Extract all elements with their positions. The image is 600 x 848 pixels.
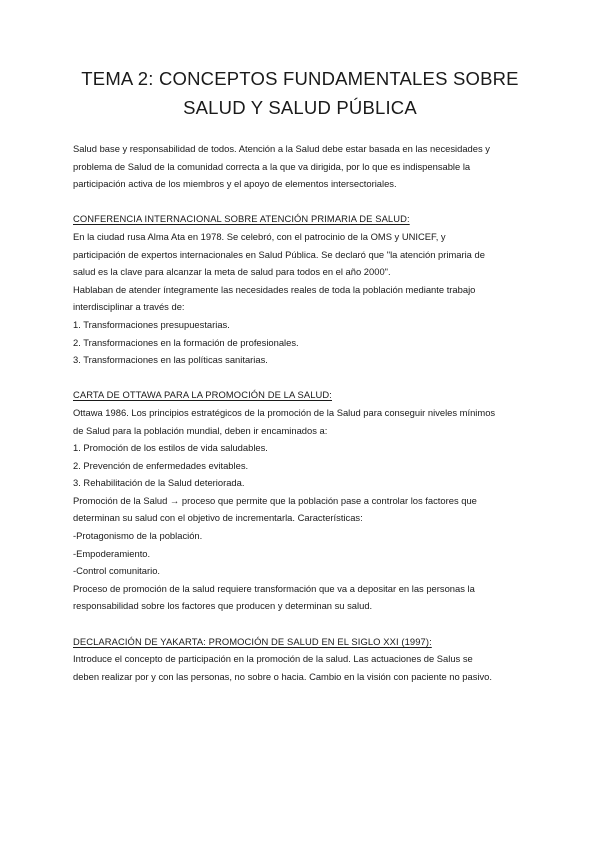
list-item: 1. Transformaciones presupuestarias. — [73, 318, 230, 330]
section-yakarta — [73, 633, 529, 686]
text-line: Proceso de promoción de la salud requiere transformación que va a depositar en las personas la — [73, 582, 475, 594]
text-line: responsabilidad sobre los factores que producen y determinan su salud. — [73, 600, 373, 612]
text-line: salud es la clave para alcanzar la meta de salud para todos en el año 2000". — [73, 266, 391, 278]
text-line: participación activa de los miembros y el apoyo de elementos intersectoriales. — [73, 178, 397, 190]
section-heading: DECLARACIÓN DE YAKARTA: PROMOCIÓN DE SALUD EN EL SIGLO XXI (1997): — [73, 635, 432, 647]
list-item: 2. Transformaciones en la formación de profesionales. — [73, 336, 299, 348]
text-line: de Salud para la población mundial, deben ir encaminados a: — [73, 424, 328, 436]
text-line: Ottawa 1986. Los principios estratégicos de la promoción de la Salud para conseguir niveles mínimos — [73, 406, 496, 418]
section-heading: CONFERENCIA INTERNACIONAL SOBRE ATENCIÓN PRIMARIA DE SALUD: — [73, 213, 410, 225]
page-title — [40, 64, 560, 122]
list-item: -Empoderamiento. — [73, 547, 151, 559]
text-line: Promoción de la Salud → proceso que permite que la población pase a controlar los factores que — [73, 494, 477, 506]
text-line: deben realizar por y con las personas, no sobre o hacia. Cambio en la visión con paciente no pasivo. — [73, 670, 493, 682]
title-line-1: TEMA 2: CONCEPTOS FUNDAMENTALES SOBRE — [81, 68, 519, 89]
text-line: problema de Salud de la comunidad correcta a la que va dirigida, por lo que es indispensable la — [73, 160, 471, 172]
text-line: En la ciudad rusa Alma Ata en 1978. Se celebró, con el patrocinio de la OMS y UNICEF, y — [73, 230, 446, 242]
title-line-2: SALUD Y SALUD PÚBLICA — [183, 97, 417, 118]
text-line: Hablaban de atender íntegramente las necesidades reales de toda la población mediante trabajo — [73, 283, 476, 295]
text-line: interdisciplinar a través de: — [73, 301, 185, 313]
list-item: 3. Transformaciones en las políticas sanitarias. — [73, 354, 268, 366]
list-item: 2. Prevención de enfermedades evitables. — [73, 459, 249, 471]
section-heading: CARTA DE OTTAWA PARA LA PROMOCIÓN DE LA SALUD: — [73, 389, 332, 401]
list-item: -Protagonismo de la población. — [73, 530, 203, 542]
text-line: Introduce el concepto de participación en la promoción de la salud. Las actuaciones de Salus se — [73, 653, 473, 665]
list-item: -Control comunitario. — [73, 565, 161, 577]
text-line: Salud base y responsabilidad de todos. Atención a la Salud debe estar basada en las necesidades y — [73, 143, 490, 154]
document-body — [73, 140, 529, 703]
section-ottawa — [73, 386, 529, 615]
text-line: participación de expertos internacionales en Salud Pública. Se declaró que "la atención primaria de — [73, 248, 485, 260]
list-item: 1. Promoción de los estilos de vida saludables. — [73, 442, 268, 454]
list-item: 3. Rehabilitación de la Salud deteriorada. — [73, 477, 245, 489]
intro-paragraph — [73, 140, 529, 193]
text-line: determinan su salud con el objetivo de incrementarla. Características: — [73, 512, 363, 524]
section-alma-ata — [73, 210, 529, 368]
